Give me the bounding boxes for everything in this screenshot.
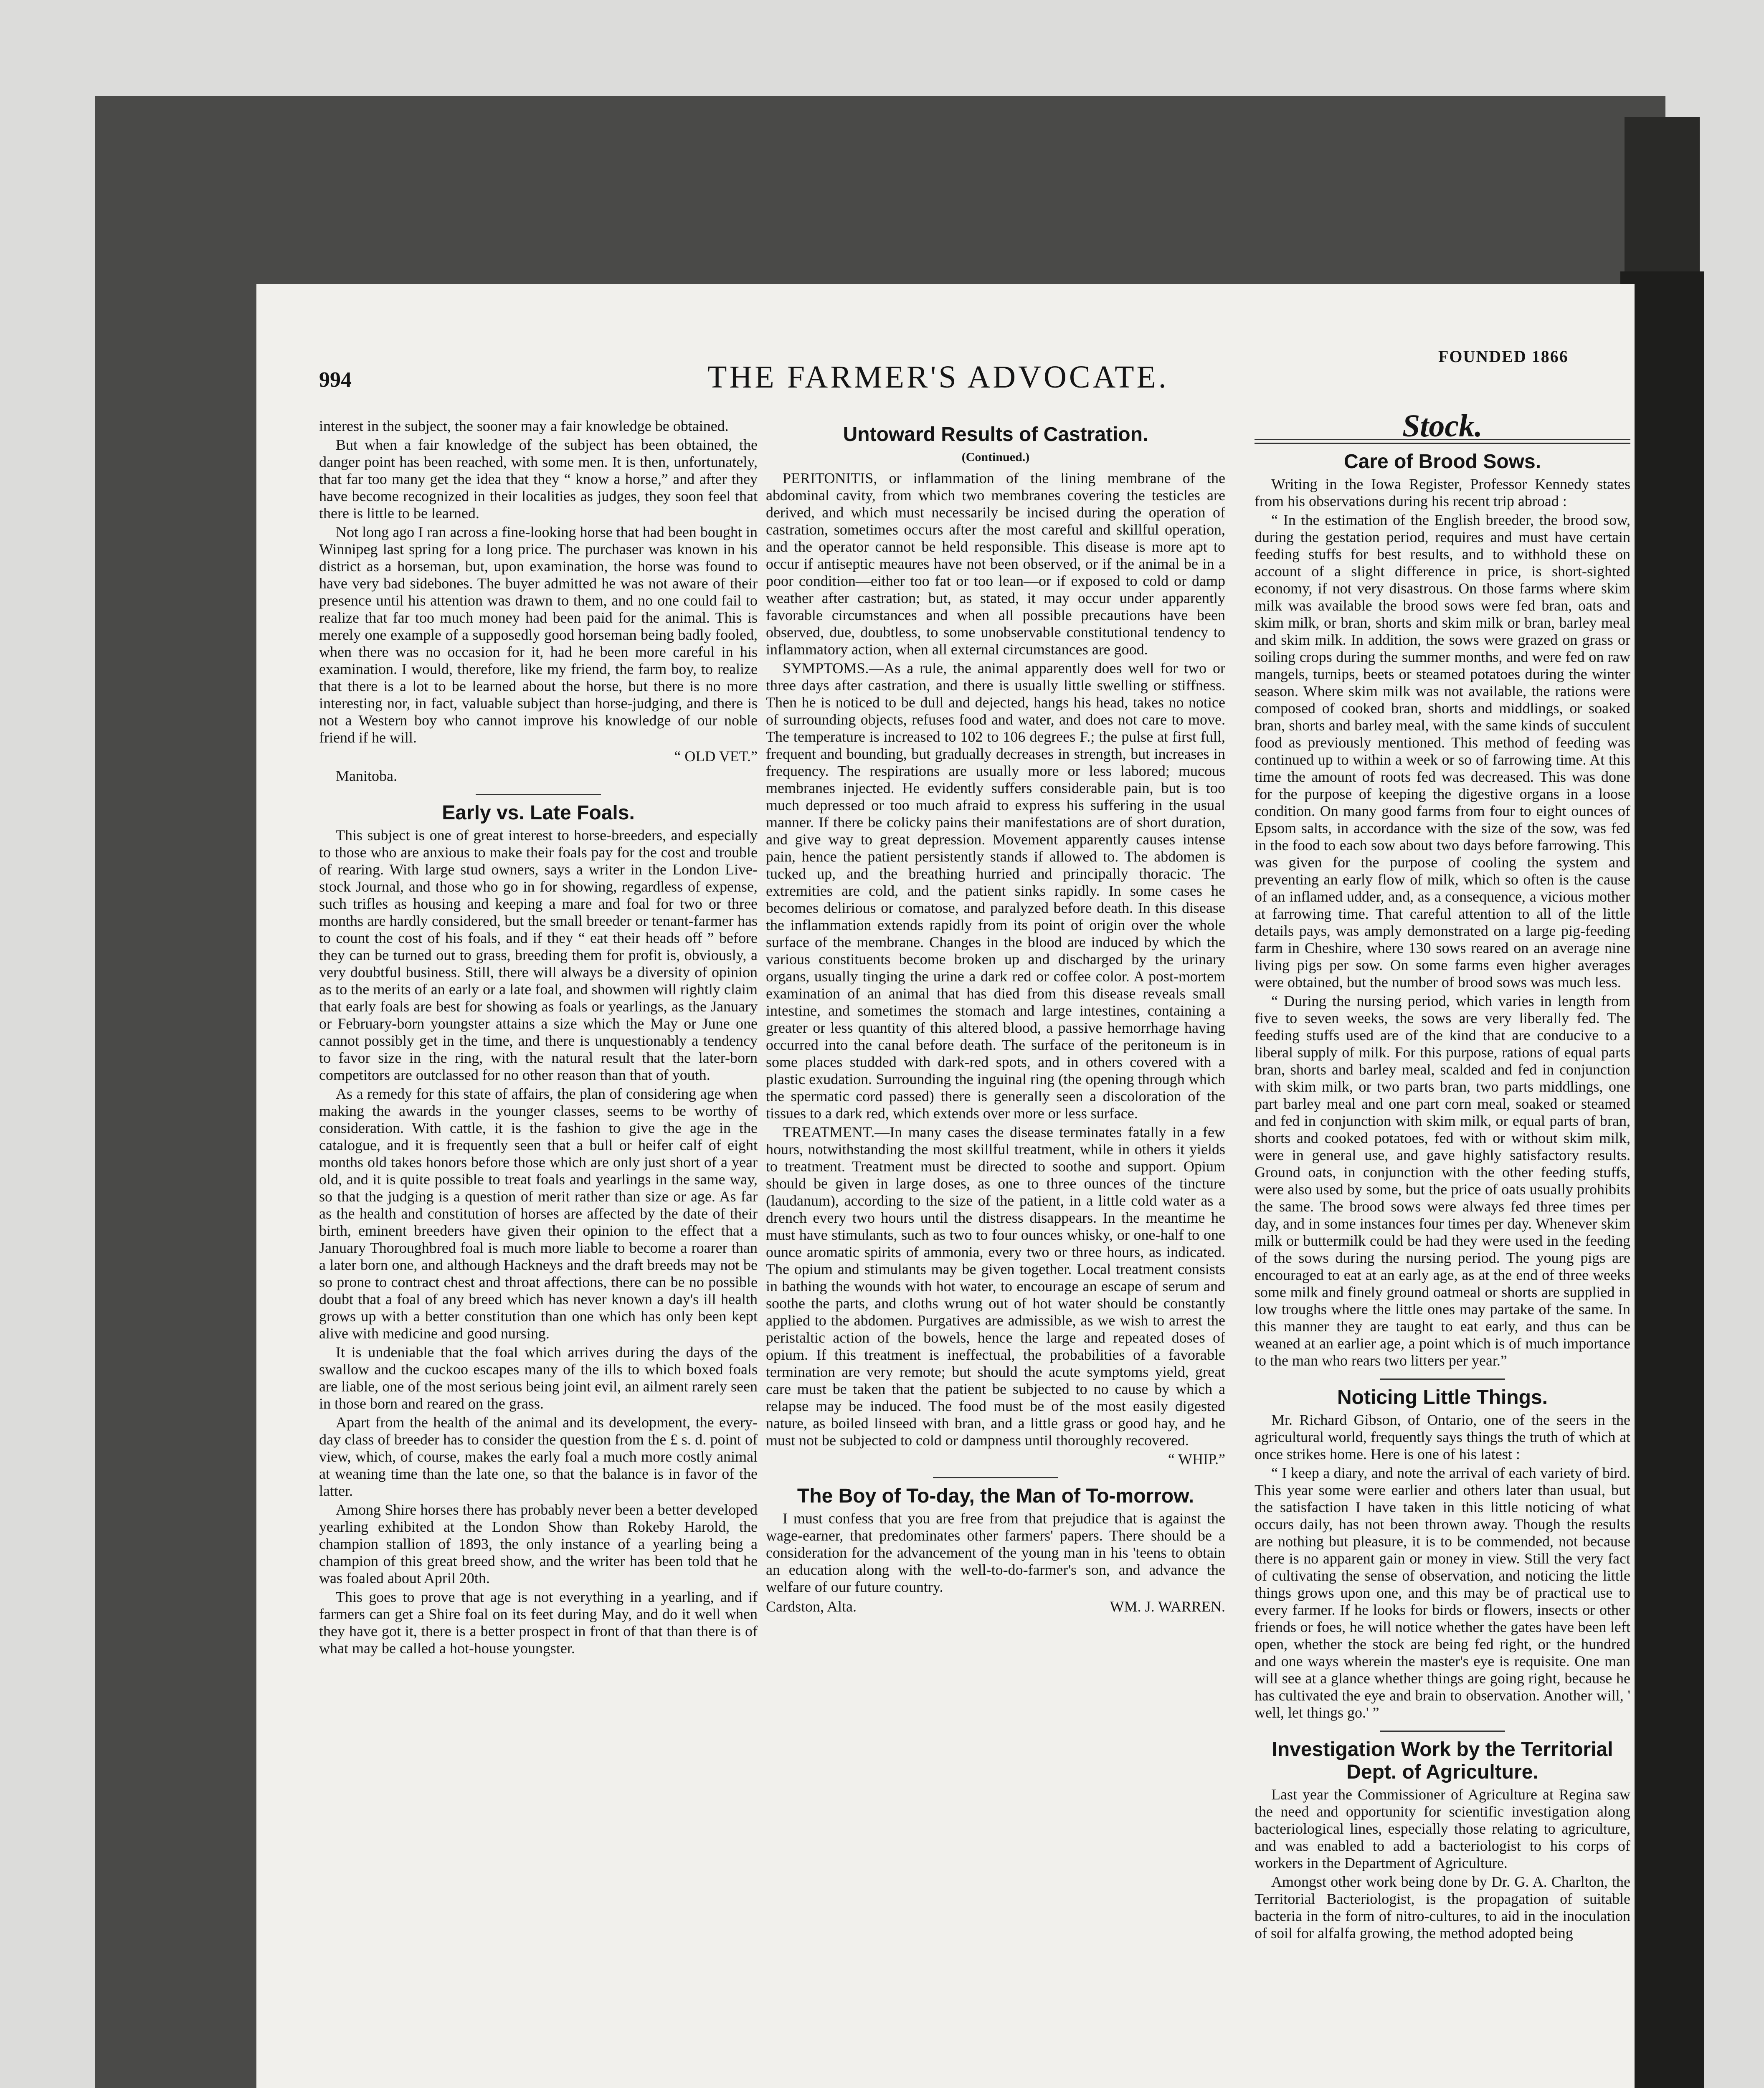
paragraph: Not long ago I ran across a fine-looking horse that had been bought in Winnipeg last spring for a long price. The purchaser was known in his district as a horseman, but, upon examination, the horse was found to have very bad sidebones. The buyer admitted he was not aware of their presence until his attention was drawn to them, and no one could fail to realize that far too much money had been paid for the animal. This is merely one example of a supposedly good horseman being badly fooled, when there was no occasion for it, had he been more careful in his examination. I would, therefore, like my friend, the farm boy, to realize that there is a lot to be learned about the horse, but there is no more interesting nor, in fact, valuable subject than horse-judging, and there is not a Western boy who cannot improve his knowledge of our noble friend if he will. <box>319 524 758 746</box>
paragraph: interest in the subject, the sooner may a fair knowledge be obtained. <box>319 418 729 434</box>
column-1 <box>319 418 758 1659</box>
page-header <box>256 284 1635 418</box>
column-3 <box>1255 408 1630 1944</box>
paragraph: SYMPTOMS.—As a rule, the animal apparently does well for two or three days after castration, and there is usually little swelling or stiffness. Then he is noticed to be dull and dejected, hangs his head, takes no notice of surrounding objects, refuses food and water, and does not care to move. The temperature is increased to 102 to 106 degrees F.; the pulse at first full, frequent and bounding, but gradually decreases in strength, but increases in frequency. The respirations are usually more or less labored; mucous membranes injected. He evidently suffers considerable pain, but is too much depressed or too much afraid to express his suffering in the usual manner. If there be colicky pains their manifestations are of short duration, and give way to great depression. Movement apparently causes intense pain, hence the patient persistently stands if allowed to. The abdomen is tucked up, and the breathing hurried and principally thoracic. The extremities are cold, and the patient sinks rapidly. In some cases he becomes delirious or comatose, and paralyzed before death. In this disease the inflammation extends rapidly from its point of origin over the whole surface of the membrane. Changes in the blood are induced by which the various constituents become broken up and discharged by the urinary organs, usually tinging the urine a dark red or coffee color. A post-mortem examination of an animal that has died from this disease reveals small intestine, and sometimes the stomach and large intestines, containing a greater or less quantity of this altered blood, a passive hemorrhage having occurred into the canal before death. The surface of the peritoneum is in some places studded with dark-red spots, and in others covered with a plastic exudation. Surrounding the inguinal ring (the opening through which the spermatic cord passed) there is generally seen a discoloration of the tissues to a dark red, which extends over more or less surface. <box>766 660 1225 1122</box>
founded-label: FOUNDED 1866 <box>1438 347 1569 366</box>
newspaper-page <box>256 284 1635 2088</box>
paragraph: Apart from the health of the animal and its development, the every-day class of breeder has to consider the question from the £ s. d. point of view, which, of course, makes the early foal a much more costly animal at weaning time than the late one, so that the balance is in favor of the latter. <box>319 1414 758 1499</box>
paragraph: Among Shire horses there has probably never been a better developed yearling exhibited at the London Show than Rokeby Harold, the champion stallion of 1893, the only instance of a yearling being a champion of this great breed show, and the writer has been told that he was foaled about April 20th. <box>319 1501 758 1586</box>
article-heading: Noticing Little Things. <box>1337 1386 1548 1409</box>
divider <box>1380 1731 1505 1732</box>
paragraph: “ During the nursing period, which varies in length from five to seven weeks, the sows are very liberally fed. The feeding stuffs used are of the kind that are conducive to a liberal supply of milk. For this purpose, rations of equal parts bran, shorts and barley meal, scalded and fed in conjunction with skim milk, or two parts bran, two parts middlings, one part barley meal and one part corn meal, soaked or steamed and fed in conjunction with skim milk, or equal parts of bran, shorts and cooked potatoes, fed with or without skim milk, were in general use, and gave highly satisfactory results. Ground oats, in conjunction with the other feeding stuffs, were also used by some, but the price of oats usually prohibits the same. The brood sows were always fed three times per day, and in some instances four times per day. Whenever skim milk or buttermilk could be had they were used in the feeding of the sows during the nursing period. The young pigs are encouraged to eat at an early age, as at the end of three weeks some milk and finely ground oatmeal or shorts are supplied in low troughs where the little ones may partake of the same. In this manner they are taught to eat early, and thus can be weaned at an earlier age, a point which is of much importance to the man who rears two litters per year.” <box>1255 993 1630 1369</box>
paragraph: Mr. Richard Gibson, of Ontario, one of the seers in the agricultural world, frequently says things the truth of which at once strikes home. Here is one of his latest : <box>1255 1411 1630 1462</box>
article-heading: Investigation Work by the Territorial Dept. of Agriculture. <box>1272 1738 1613 1783</box>
paragraph: PERITONITIS, or inflammation of the lining membrane of the abdominal cavity, from which two membranes covering the testicles are derived, and which must necessarily be incised during the operation of castration, sometimes occurs after the most careful and skillful operation, and the operator cannot be held responsible. This disease is more apt to occur if antiseptic meaures have not been observed, or if the animal be in a poor condition—either too fat or too lean—or if exposed to cold or damp weather after castration; but, as stated, it may occur under apparently favorable circumstances and when all possible precautions have been observed, due, doubtless, to some unobservable constitutional tendency to inflammatory action, when all external circumstances are good. <box>766 470 1225 658</box>
paragraph: As a remedy for this state of affairs, the plan of considering age when making the awards in the younger classes, seems to be worthy of consideration. With cattle, it is the fashion to give the age in the catalogue, and it is frequently seen that a bull or heifer calf of eight months old takes honors before those which are only just short of a year old, and it is quite possible to treat foals and yearlings in the same way, so that the judging is a question of merit rather than size or age. As far as the health and constitution of horses are affected by the date of their birth, eminent breeders have given their opinion to the effect that a January Thoroughbred foal is much more liable to become a roarer than a later born one, and although Hackneys and the draft breeds may not be so prone to contract chest and throat affections, there can be no possible doubt that a foal of any breed which has never known a day's ill health grows up with a better constitution than one which has only been kept alive with medicine and good nursing. <box>319 1085 758 1342</box>
page-number: 994 <box>319 368 352 392</box>
article-heading: Untoward Results of Castration. <box>843 423 1148 446</box>
divider <box>476 794 601 795</box>
place-line: Cardston, Alta. <box>766 1598 857 1615</box>
article-heading: Early vs. Late Foals. <box>442 802 635 824</box>
article-heading: Care of Brood Sows. <box>1343 451 1541 473</box>
paragraph: Amongst other work being done by Dr. G. A. Charlton, the Territorial Bacteriologist, is the propagation of suitable bacteria in the form of nitro-cultures, to aid in the inoculation of soil for alfalfa growing, the method adopted being <box>1255 1873 1630 1941</box>
continued-label: (Continued.) <box>961 450 1030 464</box>
byline <box>766 1598 1225 1615</box>
paragraph: I must confess that you are free from that prejudice that is against the wage-earner, that predominates other farmers' papers. There should be a consideration for the advancement of the young man in his 'teens to obtain an education along with the well-to-do-farmer's son, and advance the welfare of our future country. <box>766 1510 1225 1595</box>
paragraph: “ I keep a diary, and note the arrival of each variety of bird. This year some were earlier and others later than usual, but the satisfaction I have taken in this little noticing of what occurs daily, has not been thrown away. Though the results are nothing but pleasure, it is to be commended, not because there is no apparent gain or money in view. Still the very fact of cultivating the sense of observation, and noticing the little things grows upon one, and this may be of practical use to every farmer. If he looks for birds or flowers, insects or other friends or foes, he will notice whether the gates have been left open, whether the stock are being fed right, or the hundred and one ways wherein the master's eye is requisite. One man will see at a glance whether things are going right, because he has cultivated the eye and brain to observation. Another will, ' well, let things go.' ” <box>1255 1465 1630 1721</box>
paragraph: Last year the Commissioner of Agriculture at Regina saw the need and opportunity for scientific investigation along bacteriological lines, especially those relating to agriculture, and was enabled to add a bacteriologist to his corps of workers in the Department of Agriculture. <box>1255 1786 1630 1871</box>
paragraph: It is undeniable that the foal which arrives during the days of the swallow and the cuckoo escapes many of the ills to which boxed foals are liable, one of the most serious being joint evil, an ailment rarely seen in those born and reared on the grass. <box>319 1344 758 1412</box>
paragraph: This goes to prove that age is not everything in a yearling, and if farmers can get a Shire foal on its feet during May, and do it well when they have got it, there is a better prospect in front of that than there is of what may be called a hot-house youngster. <box>319 1589 758 1657</box>
divider <box>1380 1378 1505 1380</box>
paragraph: “ In the estimation of the English breeder, the brood sow, during the gestation period, requires and must have certain feeding stuffs for best results, and to withhold these on account of a slight difference in price, is short-sighted economy, if not very disastrous. On those farms where skim milk was available the brood sows were fed bran, oats and skim milk, or bran, shorts and skim milk or bran, barley meal and skim milk. In addition, the sows were grazed on grass or soiling crops during the summer months, and were fed on raw mangels, turnips, beets or steamed potatoes during the winter season. Where skim milk was not available, the rations were composed of cooked bran, shorts and middlings, or soaked bran, shorts and barley meal, with the same kinds of succulent food as previously mentioned. This method of feeding was continued up to within a week or so of farrowing time. At this time the amount of roots fed was decreased. This was done for the purpose of keeping the digestive organs in a loose condition. On many good farms from four to eight ounces of Epsom salts, in accordance with the size of the sow, was fed in the food to each sow about two days before farrowing. This was given for the purpose of cooling the system and preventing an early flow of milk, which so often is the cause of an inflamed udder, and, as a consequence, a vicious mother at farrowing time. That careful attention to all of the little details pays, was amply demonstrated on a large pig-feeding farm in Cheshire, where 130 sows reared on an average nine living pigs per sow. On some farms even higher averages were obtained, but the number of brood sows was much less. <box>1255 512 1630 991</box>
signature: “ WHIP.” <box>1168 1451 1225 1467</box>
author-name: WM. J. WARREN. <box>1110 1598 1225 1615</box>
divider <box>933 1477 1058 1478</box>
masthead: THE FARMER'S ADVOCATE. <box>707 360 1169 395</box>
paragraph: This subject is one of great interest to horse-breeders, and especially to those who are anxious to make their foals pay for the cost and trouble of rearing. With large stud owners, says a writer in the London Live-stock Journal, and those who go in for showing, regardless of expense, such trifles as housing and keeping a mare and foal for two or three months are hardly considered, but the small breeder or tenant-farmer has to count the cost of his foals, and if they “ eat their heads off ” before they can be turned out to grass, breeding them for profit is, obviously, a very doubtful business. Still, there will always be a diversity of opinion as to the merits of an early or a late foal, and showmen will rightly claim that early foals are best for showing as foals or yearlings, as the January or February-born youngster attains a size which the May or June one cannot possibly get in the time, and there is unquestionably a tendency to favor size in the ring, with the natural result that the later-born competitors are outclassed for no other reason than that of youth. <box>319 827 758 1083</box>
paragraph: But when a fair knowledge of the subject has been obtained, the danger point has been reached, with some men. It is then, unfortunately, that far too many get the idea that they “ know a horse,” and after they have become recognized in their localities as judges, they soon feel that there is little to be learned. <box>319 436 758 522</box>
article-heading: The Boy of To-day, the Man of To-morrow. <box>797 1485 1194 1507</box>
paragraph: TREATMENT.—In many cases the disease terminates fatally in a few hours, notwithstanding the most skillful treatment, while in others it yields to treatment. Treatment must be directed to soothe and support. Opium should be given in large doses, as one to three ounces of the tincture (laudanum), according to the size of the patient, in a little cold water as a drench every two hours until the distress disappears. In the meantime he must have stimulants, such as two to four ounces whisky, or one-half to one ounce aromatic spirits of ammonia, every two or three hours, as indicated. The opium and stimulants may be given together. Local treatment consists in bathing the wounds with hot water, to encourage an escape of serum and soothe the parts, and cloths wrung out of hot water should be constantly applied to the abdomen. Purgatives are admissible, as we wish to arrest the peristaltic action of the bowels, hence the large and repeated doses of opium. If this treatment is ineffectual, the probabilities of a favorable termination are very remote; but should the acute symptoms yield, great care must be taken that the patient be subjected to no cause by which a relapse may be induced. The food must be of the most easily digested nature, as boiled linseed with bran, and a little grass or good hay, and he must not be subjected to cold or dampness until thoroughly recovered. <box>766 1124 1225 1449</box>
section-title: Stock. <box>1402 408 1483 443</box>
place-line: Manitoba. <box>336 768 397 784</box>
column-2 <box>766 418 1225 1618</box>
paragraph: Writing in the Iowa Register, Professor Kennedy states from his observations during his recent trip abroad : <box>1255 476 1630 509</box>
signature: “ OLD VET.” <box>674 748 758 765</box>
